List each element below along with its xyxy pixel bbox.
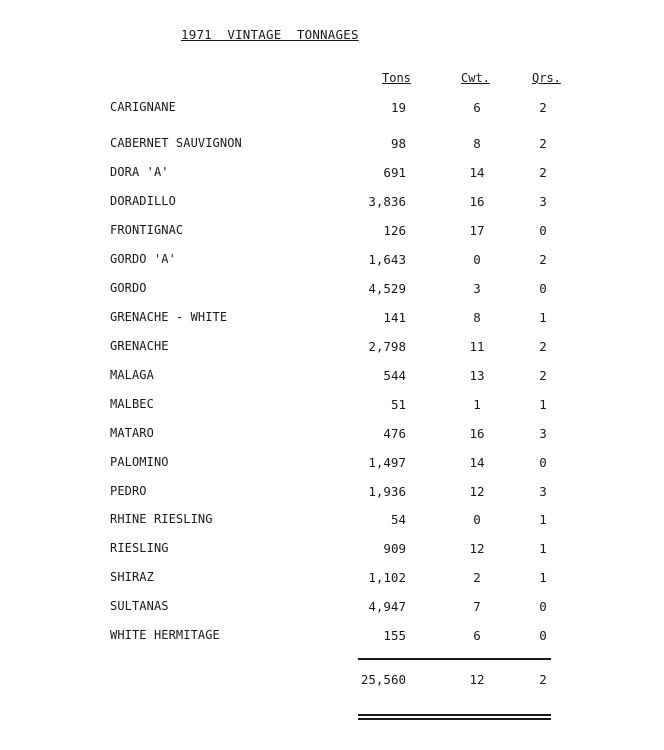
tons-value: 1,497	[368, 455, 406, 470]
cwt-value: 8	[473, 310, 481, 325]
cwt-value: 11	[469, 339, 485, 354]
table-row	[0, 397, 664, 417]
table-row	[0, 100, 664, 120]
variety-name: RIESLING	[110, 541, 169, 555]
tons-value: 1,643	[368, 252, 406, 267]
qrs-value: 2	[539, 136, 547, 151]
table-row	[0, 628, 664, 648]
table-row	[0, 541, 664, 561]
cwt-value: 0	[473, 252, 481, 267]
variety-name: FRONTIGNAC	[110, 223, 184, 237]
qrs-value: 2	[539, 339, 547, 354]
table-row	[0, 281, 664, 301]
variety-name: GORDO 'A'	[110, 252, 176, 266]
table-row	[0, 194, 664, 214]
qrs-value: 3	[539, 426, 547, 441]
cwt-value: 12	[469, 541, 485, 556]
tons-value: 155	[383, 628, 406, 643]
cwt-value: 3	[473, 281, 481, 296]
cwt-value: 12	[469, 484, 485, 499]
qrs-value: 2	[539, 252, 547, 267]
variety-name: GRENACHE	[110, 339, 169, 353]
table-row	[0, 136, 664, 156]
table-row	[0, 368, 664, 388]
variety-name: CABERNET SAUVIGNON	[110, 136, 242, 150]
table-row	[0, 252, 664, 272]
qrs-value: 0	[539, 628, 547, 643]
tons-value: 476	[383, 426, 406, 441]
qrs-value: 2	[539, 368, 547, 383]
tons-value: 98	[390, 136, 406, 151]
variety-name: GORDO	[110, 281, 147, 295]
qrs-value: 1	[539, 541, 547, 556]
total-qrs: 2	[539, 672, 547, 687]
cwt-value: 17	[469, 223, 485, 238]
tons-value: 4,529	[368, 281, 406, 296]
table-row	[0, 570, 664, 590]
cwt-value: 6	[473, 100, 481, 115]
tons-value: 54	[390, 512, 406, 527]
variety-name: DORADILLO	[110, 194, 176, 208]
total-cwt: 12	[469, 672, 485, 687]
tons-value: 544	[383, 368, 406, 383]
table-row	[0, 484, 664, 504]
qrs-value: 2	[539, 165, 547, 180]
qrs-value: 0	[539, 599, 547, 614]
qrs-value: 0	[539, 455, 547, 470]
total-row	[0, 672, 664, 692]
column-header-qrs: Qrs.	[532, 71, 561, 85]
variety-name: PEDRO	[110, 484, 147, 498]
column-header-tons: Tons	[382, 71, 411, 85]
variety-name: DORA 'A'	[110, 165, 169, 179]
double-rule-upper	[358, 714, 551, 716]
qrs-value: 3	[539, 484, 547, 499]
cwt-value: 14	[469, 455, 485, 470]
table-row	[0, 599, 664, 619]
variety-name: RHINE RIESLING	[110, 512, 213, 526]
variety-name: MATARO	[110, 426, 154, 440]
table-row	[0, 455, 664, 475]
table-row	[0, 310, 664, 330]
tons-value: 51	[390, 397, 406, 412]
cwt-value: 14	[469, 165, 485, 180]
tons-value: 1,102	[368, 570, 406, 585]
cwt-value: 13	[469, 368, 485, 383]
qrs-value: 1	[539, 570, 547, 585]
cwt-value: 2	[473, 570, 481, 585]
column-header-cwt: Cwt.	[461, 71, 490, 85]
tons-value: 3,836	[368, 194, 406, 209]
variety-name: SHIRAZ	[110, 570, 154, 584]
variety-name: WHITE HERMITAGE	[110, 628, 220, 642]
table-row	[0, 512, 664, 532]
variety-name: MALAGA	[110, 368, 154, 382]
qrs-value: 1	[539, 397, 547, 412]
cwt-value: 8	[473, 136, 481, 151]
tons-value: 1,936	[368, 484, 406, 499]
tons-value: 691	[383, 165, 406, 180]
total-rule	[358, 658, 551, 660]
qrs-value: 1	[539, 512, 547, 527]
cwt-value: 6	[473, 628, 481, 643]
variety-name: MALBEC	[110, 397, 154, 411]
qrs-value: 2	[539, 100, 547, 115]
qrs-value: 0	[539, 223, 547, 238]
cwt-value: 16	[469, 426, 485, 441]
total-tons: 25,560	[360, 672, 406, 687]
table-row	[0, 339, 664, 359]
variety-name: SULTANAS	[110, 599, 169, 613]
tons-value: 141	[383, 310, 406, 325]
tons-value: 19	[390, 100, 406, 115]
variety-name: CARIGNANE	[110, 100, 176, 114]
double-rule-lower	[358, 718, 551, 720]
cwt-value: 1	[473, 397, 481, 412]
cwt-value: 7	[473, 599, 481, 614]
qrs-value: 0	[539, 281, 547, 296]
cwt-value: 16	[469, 194, 485, 209]
table-row	[0, 426, 664, 446]
variety-name: PALOMINO	[110, 455, 169, 469]
variety-name: GRENACHE - WHITE	[110, 310, 228, 324]
qrs-value: 3	[539, 194, 547, 209]
cwt-value: 0	[473, 512, 481, 527]
tons-value: 4,947	[368, 599, 406, 614]
table-row	[0, 165, 664, 185]
page-title: 1971 VINTAGE TONNAGES	[181, 27, 359, 42]
tons-value: 909	[383, 541, 406, 556]
qrs-value: 1	[539, 310, 547, 325]
table-row	[0, 223, 664, 243]
tons-value: 126	[383, 223, 406, 238]
tons-value: 2,798	[368, 339, 406, 354]
